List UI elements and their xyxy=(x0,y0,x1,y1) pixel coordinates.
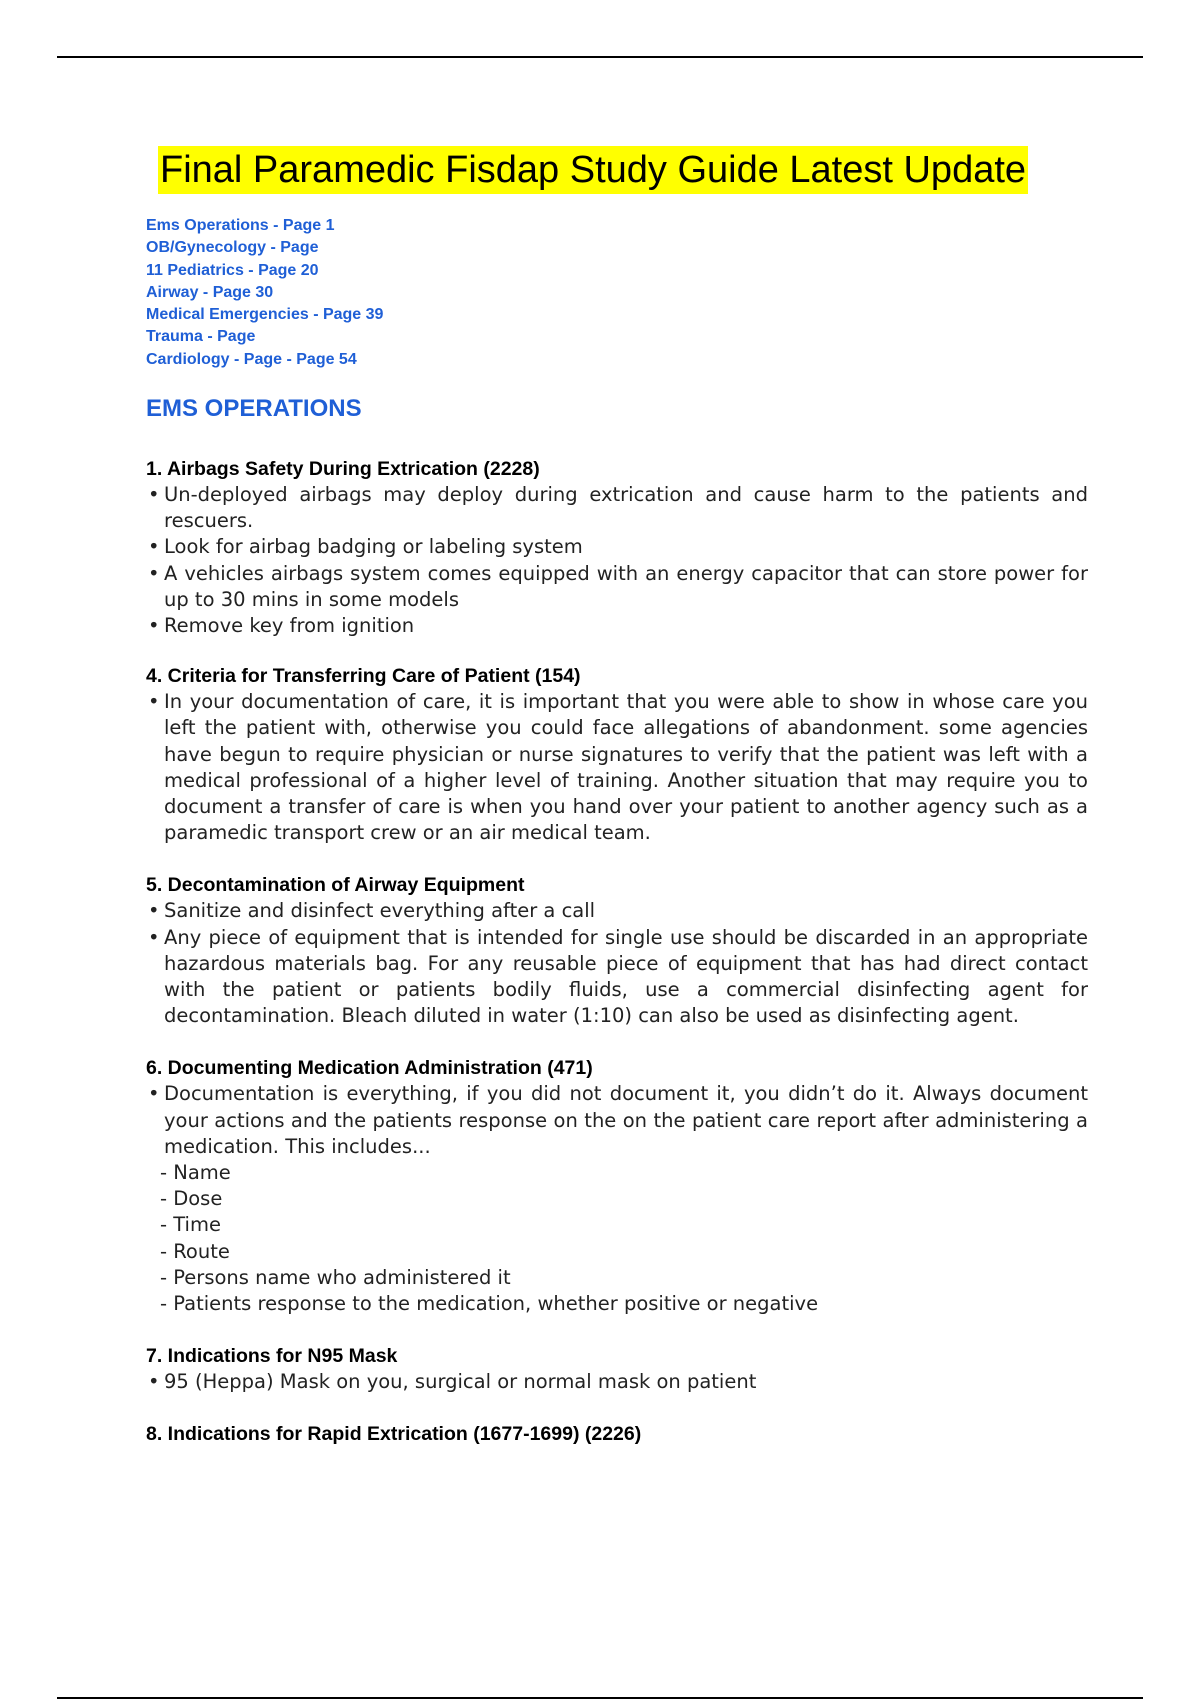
bullet-list xyxy=(146,1081,1088,1317)
bullet-item: • Documentation is everything, if you did not document it, you didn’t do it. Always document your actions and the patients response on the on the patient care report after administering a medication. This includes... xyxy=(146,1081,1088,1160)
bullet-item: • 95 (Heppa) Mask on you, surgical or normal mask on patient xyxy=(146,1369,1088,1395)
sub-item: - Patients response to the medication, whether positive or negative xyxy=(160,1292,819,1316)
bullet-item: • Sanitize and disinfect everything after a call xyxy=(146,898,1088,924)
section-heading: EMS OPERATIONS xyxy=(146,395,362,422)
spacer xyxy=(146,846,1088,872)
item-medication-documentation xyxy=(146,1055,1088,1317)
spacer xyxy=(146,1029,1088,1055)
sub-item: - Name xyxy=(160,1161,231,1185)
toc-item[interactable]: Trauma - Page xyxy=(146,328,256,346)
item-heading: 1. Airbags Safety During Extrication (2228) xyxy=(146,458,540,480)
spacer xyxy=(146,1395,1088,1421)
top-rule xyxy=(57,56,1143,58)
item-transfer-care xyxy=(146,663,1088,846)
item-rapid-extrication xyxy=(146,1421,1088,1447)
item-airbags xyxy=(146,456,1088,639)
sub-item: - Time xyxy=(160,1213,221,1237)
toc-item[interactable]: Ems Operations - Page 1 xyxy=(146,217,335,234)
bullet-item: • Remove key from ignition xyxy=(146,613,1088,639)
bottom-rule xyxy=(57,1697,1143,1699)
bullet-list xyxy=(146,1369,1088,1395)
sub-item: - Dose xyxy=(160,1187,223,1211)
bullet-item: • A vehicles airbags system comes equipped with an energy capacitor that can store power for up to 30 mins in some models xyxy=(146,561,1088,613)
toc-item[interactable]: OB/Gynecology - Page xyxy=(146,239,319,257)
spacer xyxy=(146,639,1088,663)
bullet-list xyxy=(146,898,1088,1029)
item-heading: 8. Indications for Rapid Extrication (1677-1699) (2226) xyxy=(146,1423,642,1446)
bullet-item: • In your documentation of care, it is important that you were able to show in whose care you left the patient with, otherwise you could face allegations of abandonment. some agencies have begun to require physician or nurse signatures to verify that the patient was left with a medical professional of a higher level of training. Another situation that may require you to document a transfer of care is when you hand over your patient to another agency such as a paramedic transport crew or an air medical team. xyxy=(146,689,1088,846)
table-of-contents xyxy=(146,215,383,371)
item-heading: 6. Documenting Medication Administration (471) xyxy=(146,1057,593,1080)
spacer xyxy=(146,1317,1088,1343)
sub-item: - Persons name who administered it xyxy=(160,1265,511,1289)
item-heading: 4. Criteria for Transferring Care of Patient (154) xyxy=(146,665,581,688)
sub-item: - Route xyxy=(160,1239,230,1263)
item-decontamination xyxy=(146,872,1088,1029)
toc-item[interactable]: 11 Pediatrics - Page 20 xyxy=(146,261,319,279)
bullet-item: • Look for airbag badging or labeling system xyxy=(146,534,1088,560)
bullet-list xyxy=(146,482,1088,639)
bullet-list xyxy=(146,689,1088,846)
content xyxy=(146,456,1088,1447)
toc-item[interactable]: Cardiology - Page - Page 54 xyxy=(146,350,357,368)
item-heading: 5. Decontamination of Airway Equipment xyxy=(146,874,525,897)
bullet-item: • Un-deployed airbags may deploy during extrication and cause harm to the patients and rescuers. xyxy=(146,482,1088,534)
title-block xyxy=(158,146,1028,194)
document-title: Final Paramedic Fisdap Study Guide Latest Update xyxy=(158,146,1028,194)
item-n95-mask xyxy=(146,1343,1088,1395)
toc-item[interactable]: Airway - Page 30 xyxy=(146,283,274,301)
bullet-item: • Any piece of equipment that is intended for single use should be discarded in an appropriate hazardous materials bag. For any reusable piece of equipment that has had direct contact with the patient or patients bodily fluids, use a commercial disinfecting agent for decontamination. Bleach diluted in water (1:10) can also be used as disinfecting agent. xyxy=(146,925,1088,1030)
toc-item[interactable]: Medical Emergencies - Page 39 xyxy=(146,306,384,324)
item-heading: 7. Indications for N95 Mask xyxy=(146,1345,398,1368)
